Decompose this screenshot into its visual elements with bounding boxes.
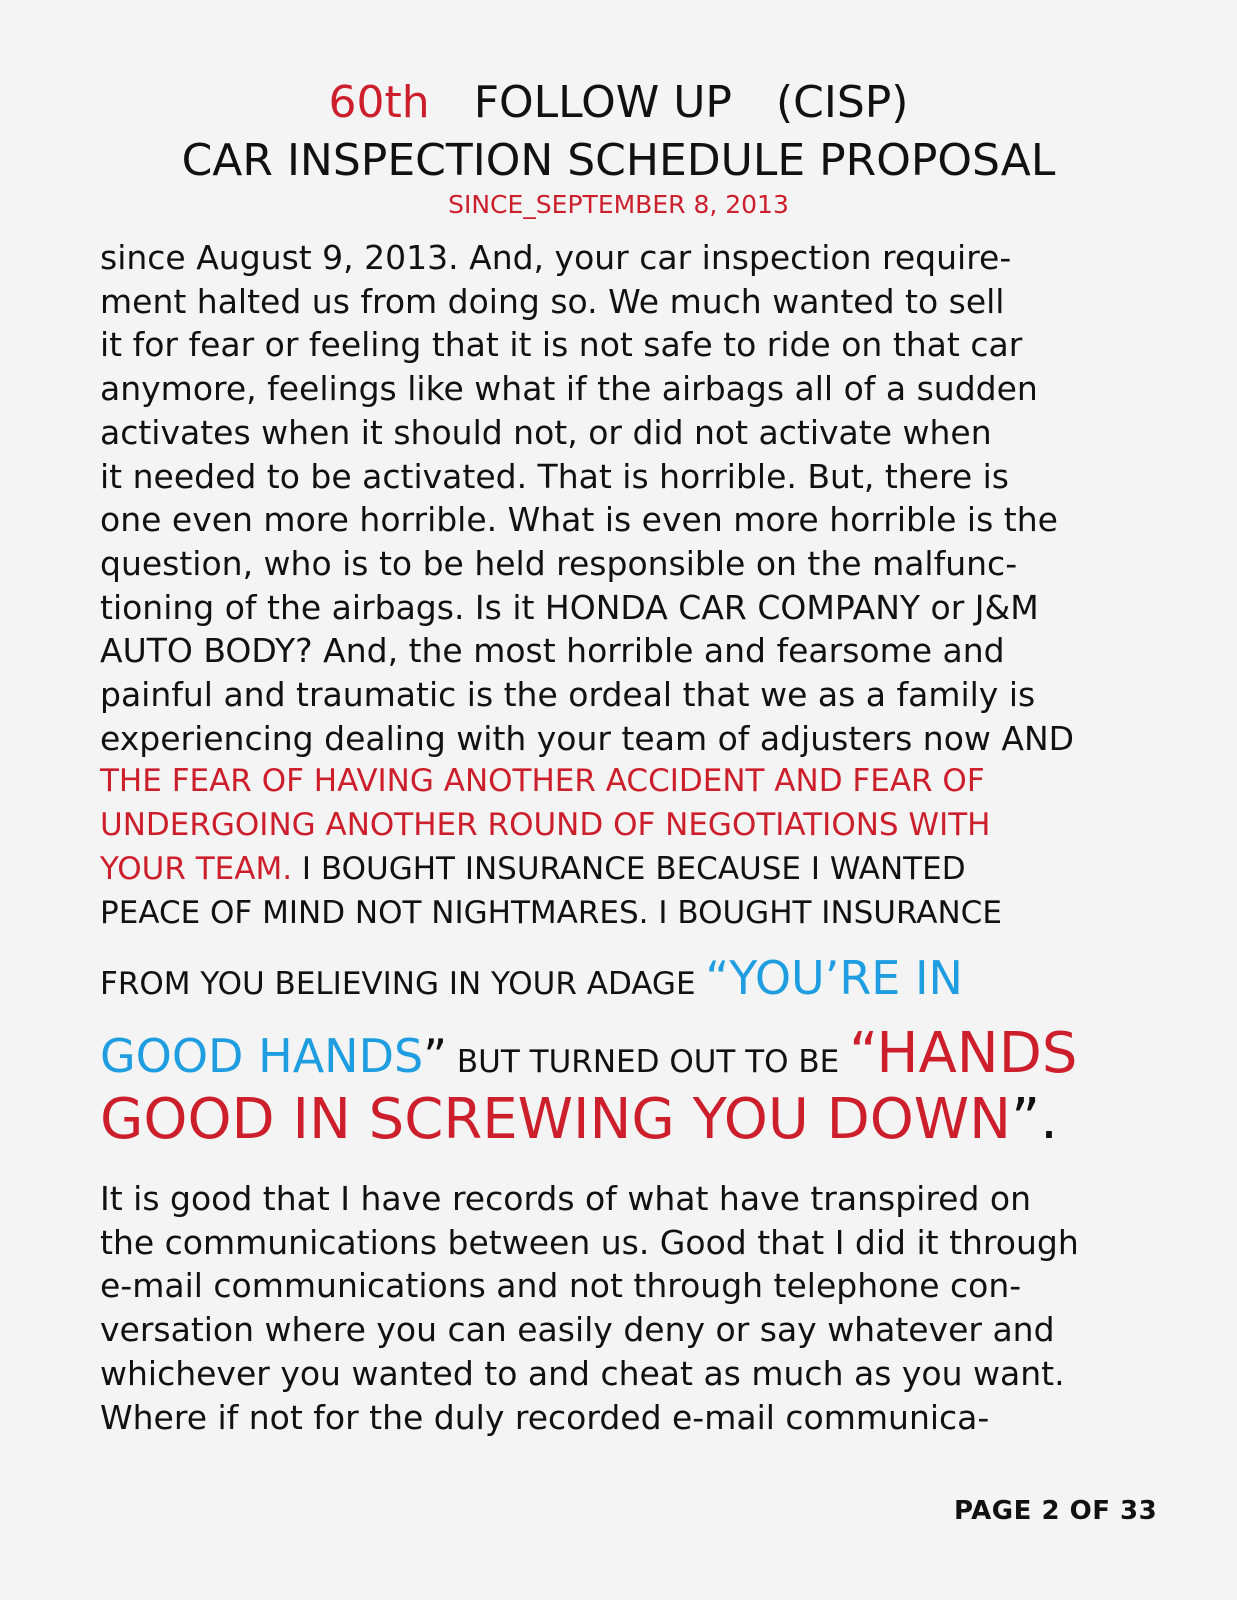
paragraph-line: one even more horrible. What is even more horrible is the [100,500,1058,540]
follow-up-label: FOLLOW UP [473,77,732,128]
paragraph-line: anymore, feelings like what if the airbags all of a sudden [100,369,1038,409]
follow-up-ordinal: 60th [328,77,430,128]
paragraph-line: activates when it should not, or did not activate when [100,412,992,452]
red-emphasis-tail: YOUR TEAM. [100,850,293,887]
red-emphasis-line: THE FEAR OF HAVING ANOTHER ACCIDENT AND FEAR OF [100,763,985,800]
page-number: PAGE 2 OF 33 [954,1496,1158,1526]
paragraph-line: PEACE OF MIND NOT NIGHTMARES. I BOUGHT INSURANCE [100,894,1002,931]
paragraph-line: since August 9, 2013. And, your car inspection require- [100,238,1012,277]
adage-red-part-2: GOOD IN SCREWING YOU DOWN [100,1087,1012,1152]
paragraph-line: the communications between us. Good that I did it through [100,1222,1079,1262]
adage-red-open-quote: “ [849,1021,877,1086]
adage-open-quote: “ [705,951,730,1005]
adage-line-1 [100,948,963,1014]
paragraph-line: versation where you can easily deny or say whatever and [100,1310,1055,1350]
document-header [0,74,1237,220]
insurance-statement: I BOUGHT INSURANCE BECAUSE I WANTED [292,850,966,887]
mixed-line [100,848,1225,892]
red-emphasis-line: UNDERGOING ANOTHER ROUND OF NEGOTIATIONS WITH [100,807,991,844]
adage-middle: BUT TURNED OUT TO BE [447,1044,850,1080]
paragraph-line: AUTO BODY? And, the most horrible and fearsome and [100,631,1005,671]
adage-line-3 [100,1082,1058,1158]
adage-blue-part-1: YOU’RE IN [729,951,963,1005]
paragraph-line: Where if not for the duly recorded e-mail communica- [100,1397,990,1437]
acronym-label: (CISP) [775,77,909,128]
paragraph-line: whichever you wanted to and cheat as much as you want. [100,1353,1065,1393]
paragraph-line: question, who is to be held responsible on the malfunc- [100,543,1018,583]
title-line-1 [0,74,1237,132]
paragraph-line: experiencing dealing with your team of adjusters now AND [100,718,1075,758]
adage-red-part-1: HANDS [876,1021,1078,1086]
paragraph-line: ment halted us from doing so. We much wanted to sell [100,281,1005,321]
paragraph-line: it for fear or feeling that it is not safe to ride on that car [100,325,1023,365]
paragraph-line: painful and traumatic is the ordeal that we as a family is [100,675,1036,715]
paragraph-line: it needed to be activated. That is horrible. But, there is [100,456,1009,496]
paragraph-2 [100,1177,1225,1439]
adage-red-end: ”. [1011,1087,1058,1152]
paragraph-line: e-mail communications and not through telephone con- [100,1266,1022,1306]
since-date: SINCE_SEPTEMBER 8, 2013 [448,190,789,219]
adage-close-quote: ” [423,1029,448,1083]
paragraph-line: tioning of the airbags. Is it HONDA CAR COMPANY or J&M [100,587,1039,627]
document-title: CAR INSPECTION SCHEDULE PROPOSAL [181,135,1056,186]
paragraph-1 [100,236,1225,935]
paragraph-line: It is good that I have records of what have transpired on [100,1179,1032,1218]
adage-lead: FROM YOU BELIEVING IN YOUR ADAGE [100,966,706,1002]
adage-blue-part-2: GOOD HANDS [100,1029,424,1083]
